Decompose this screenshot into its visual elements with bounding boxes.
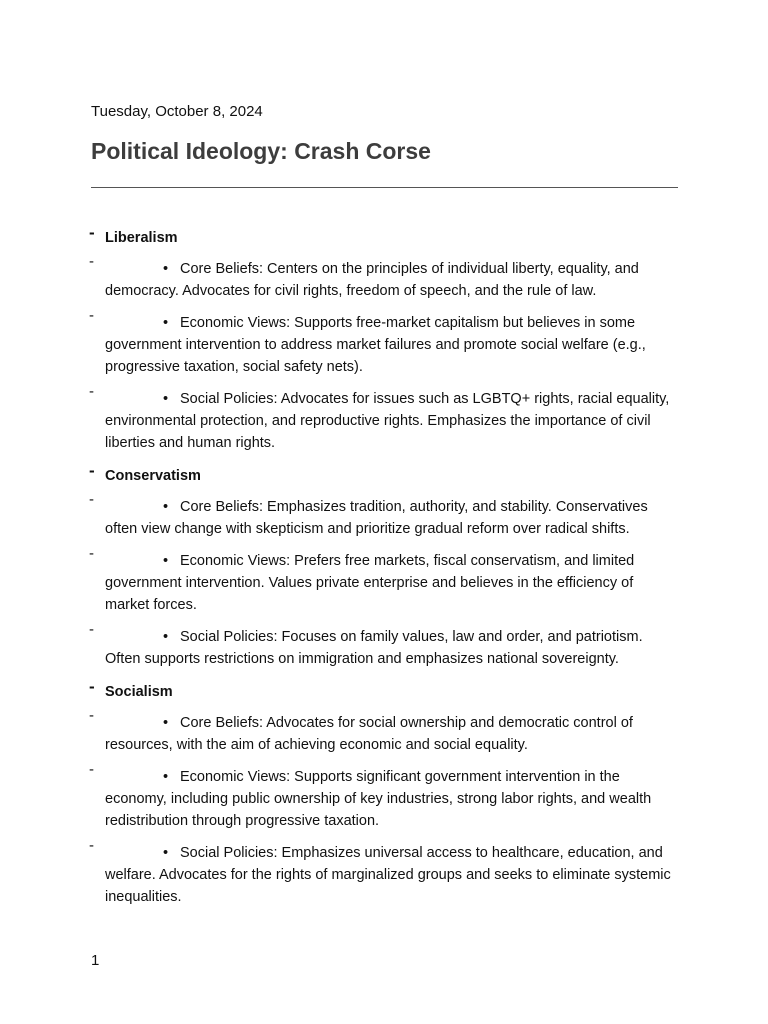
document-date: Tuesday, October 8, 2024 [91,103,263,120]
section-heading-label: Socialism [105,684,173,700]
list-item-text: Social Policies: Focuses on family values, law and order, and patriotism. Often supports restrictions on immigration and emphasizes national sovereignty. [105,629,643,667]
list-item-text: Social Policies: Advocates for issues such as LGBTQ+ rights, racial equality, environmental protection, and reproductive rights. Emphasizes the importance of civil liberties and human rights. [105,391,670,451]
item-dash: - [89,621,94,638]
item-dash: - [89,383,94,400]
page-number: 1 [91,952,100,969]
bullet-icon: • [163,315,169,331]
item-dash: - [89,707,94,724]
bullet-icon: • [163,261,169,277]
item-dash: - [89,307,94,324]
item-dash: - [89,837,94,854]
list-item [0,383,768,454]
list-item-text: Economic Views: Prefers free markets, fiscal conservatism, and limited government intervention. Values private enterprise and believes in the efficiency of market forces. [105,553,635,613]
section-heading-socialism [0,677,768,702]
bullet-icon: • [163,629,169,645]
bullet-icon: • [163,769,169,785]
bullet-icon: • [163,715,169,731]
item-dash: - [89,491,94,508]
list-item [0,707,768,756]
item-dash: - [89,253,94,270]
list-item [0,621,768,670]
title-divider [91,187,678,188]
list-item [0,253,768,302]
document-body [0,223,768,918]
list-item-text: Core Beliefs: Centers on the principles of individual liberty, equality, and democracy. Advocates for civil rights, freedom of speech, and the rule of law. [105,261,639,299]
section-dash: - [89,677,95,696]
bullet-icon: • [163,499,169,515]
list-item [0,761,768,832]
bullet-icon: • [163,553,169,569]
document-title: Political Ideology: Crash Corse [91,138,431,164]
list-item-text: Social Policies: Emphasizes universal access to healthcare, education, and welfare. Advocates for the rights of marginalized groups and seeks to eliminate systemic inequalities. [105,845,671,905]
list-item-text: Core Beliefs: Advocates for social ownership and democratic control of resources, with the aim of achieving economic and social equality. [105,715,633,753]
bullet-icon: • [163,391,169,407]
section-dash: - [89,461,95,480]
list-item [0,491,768,540]
section-heading-liberalism [0,223,768,248]
list-item [0,545,768,616]
item-dash: - [89,761,94,778]
bullet-icon: • [163,845,169,861]
section-heading-label: Conservatism [105,468,201,484]
list-item [0,837,768,908]
list-item [0,307,768,378]
section-heading-label: Liberalism [105,230,178,246]
list-item-text: Core Beliefs: Emphasizes tradition, authority, and stability. Conservatives often view change with skepticism and prioritize gradual reform over radical shifts. [105,499,648,537]
list-item-text: Economic Views: Supports free-market capitalism but believes in some government intervention to address market failures and promote social welfare (e.g., progressive taxation, social safety nets). [105,315,646,375]
item-dash: - [89,545,94,562]
list-item-text: Economic Views: Supports significant government intervention in the economy, including public ownership of key industries, strong labor rights, and wealth redistribution through progressive taxation. [105,769,652,829]
section-heading-conservatism [0,461,768,486]
section-dash: - [89,223,95,242]
